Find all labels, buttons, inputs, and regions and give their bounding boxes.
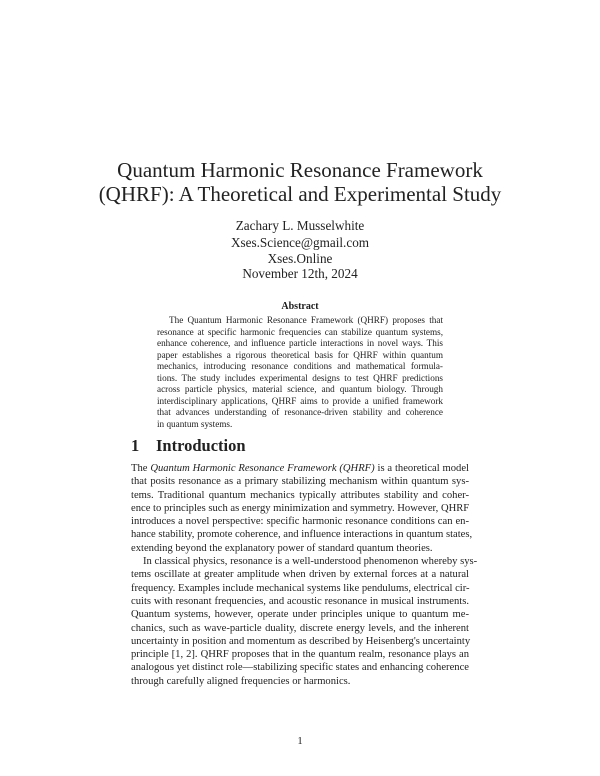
abstract-line: mechanics, introducing resonance conditions and mathematical formula- [157, 361, 443, 371]
body-line: Quantum systems, however, operate under principles unique to quantum me- [131, 609, 469, 621]
abstract-heading: Abstract [281, 301, 319, 312]
section-number: 1 [131, 436, 140, 455]
body-line: chanics, such as wave-particle duality, discrete energy levels, and the inherent [131, 622, 469, 634]
abstract-line: enhance coherence, and influence particle interactions in novel ways. This [157, 338, 443, 348]
abstract-line: in quantum systems. [157, 418, 233, 429]
abstract-line: resonance at specific harmonic frequencies can stabilize quantum systems, [157, 326, 443, 337]
author-block [100, 218, 500, 268]
body-line: introduces a novel perspective: specific harmonic resonance conditions can en- [131, 516, 469, 528]
body-line: uncertainty in position and momentum as described by Heisenberg's uncertainty [131, 635, 471, 647]
body-line: ence to principles such as energy minimization and symmetry. However, QHRF [131, 502, 470, 514]
body-line: tems. Traditional quantum mechanics typically attributes stability and coher- [131, 489, 469, 501]
section-title: Introduction [156, 436, 246, 455]
page-number: 1 [297, 736, 303, 747]
abstract-line: that advances understanding of resonance-driven stability and coherence [157, 407, 443, 417]
section-heading [131, 436, 246, 456]
body-line: through carefully aligned frequencies or harmonics. [131, 675, 351, 687]
body-line: In classical physics, resonance is a well-understood phenomenon whereby sys- [143, 556, 478, 568]
body-line: that posits resonance as a primary stabilizing mechanism within quantum sys- [131, 476, 469, 488]
body-line: analogous yet distinct role—stabilizing specific states and enhancing coherence [131, 662, 469, 674]
body-line: principle [1, 2]. QHRF proposes that in the quantum realm, resonance plays an [131, 649, 469, 661]
paper-date: November 12th, 2024 [242, 266, 358, 281]
body-line: frequency. Examples include mechanical systems like pendulums, electrical cir- [131, 582, 470, 594]
abstract-line: The Quantum Harmonic Resonance Framework (QHRF) proposes that [169, 315, 443, 325]
paper-title [60, 158, 540, 206]
body-line: hance stability, promote coherence, and influence interactions in quantum states, [131, 529, 473, 541]
title-line: Quantum Harmonic Resonance Framework [117, 158, 483, 182]
abstract-line: paper establishes a rigorous theoretical basis for QHRF within quantum [157, 349, 443, 360]
section-body [131, 462, 478, 688]
body-line: cuits with resonant frequencies, and acoustic resonance in musical instruments. [131, 595, 469, 607]
author-website: Xses.Online [267, 251, 333, 266]
abstract-text [157, 315, 443, 430]
abstract-line: interdisciplinary applications, QHRF aims to provide a unified framework [157, 395, 443, 406]
framework-name: Quantum Harmonic Resonance Framework (QHRF) [150, 463, 375, 474]
body-text: The [131, 463, 151, 474]
author-name: Zachary L. Musselwhite [235, 218, 365, 233]
body-text: is a theoretical model [374, 463, 469, 474]
author-email: Xses.Science@gmail.com [230, 234, 370, 250]
body-line: tems oscillate at greater amplitude when driven by external forces at a natural [131, 569, 469, 581]
body-line: extending beyond the explanatory power of standard quantum theories. [131, 542, 433, 554]
title-line: (QHRF): A Theoretical and Experimental Study [98, 182, 502, 206]
abstract-line: across particle physics, material science, and quantum biology. Through [157, 384, 443, 394]
body-line [131, 462, 469, 475]
abstract-line: tions. The study includes experimental designs to test QHRF predictions [157, 372, 443, 383]
